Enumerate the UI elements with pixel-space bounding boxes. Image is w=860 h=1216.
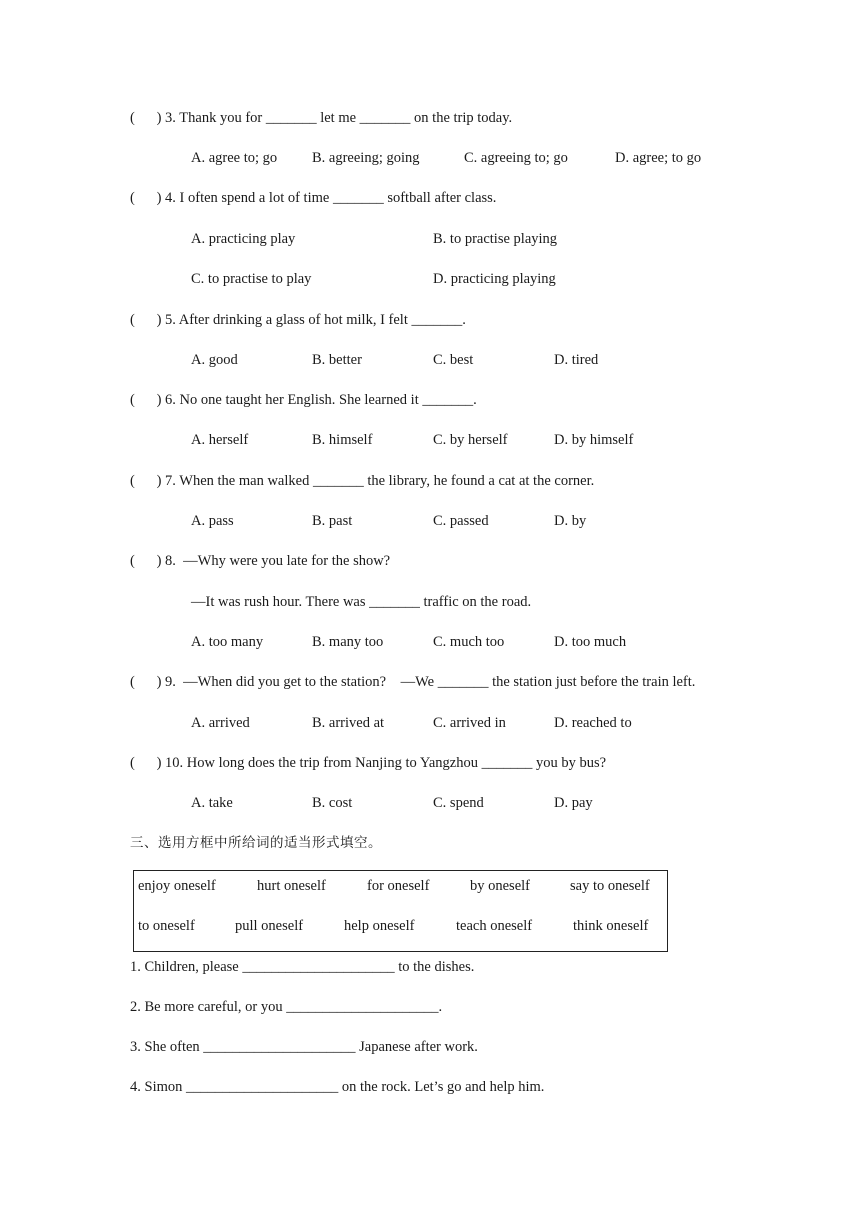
- question-7-stem: ( ) 7. When the man walked _______ the library, he found a cat at the corner.: [130, 473, 595, 489]
- question-10-option-c: C. spend: [433, 795, 484, 811]
- question-6-option-b: B. himself: [312, 432, 373, 448]
- word-box-item: help oneself: [344, 918, 415, 934]
- question-8-option-d: D. too much: [554, 634, 627, 650]
- question-6-option-a: A. herself: [191, 432, 249, 448]
- question-10-option-a: A. take: [191, 795, 233, 811]
- question-5-option-c: C. best: [433, 352, 474, 368]
- word-box-item: by oneself: [470, 878, 530, 894]
- fill-item-2: 2. Be more careful, or you _____________________.: [130, 999, 443, 1015]
- section-3-heading: 三、选用方框中所给词的适当形式填空。: [130, 835, 382, 851]
- question-4-stem: ( ) 4. I often spend a lot of time _______ softball after class.: [130, 190, 497, 206]
- question-6-option-d: D. by himself: [554, 432, 634, 448]
- question-9-stem: ( ) 9. —When did you get to the station? —We _______ the station just before the train left.: [130, 674, 696, 690]
- word-box-item: teach oneself: [456, 918, 533, 934]
- fill-item-1: 1. Children, please _____________________ to the dishes.: [130, 959, 475, 975]
- question-5-option-d: D. tired: [554, 352, 599, 368]
- question-9-option-b: B. arrived at: [312, 715, 385, 731]
- question-8-option-c: C. much too: [433, 634, 505, 650]
- question-4-option-c: C. to practise to play: [191, 271, 312, 287]
- question-3-option-b: B. agreeing; going: [312, 150, 420, 166]
- question-8-option-b: B. many too: [312, 634, 384, 650]
- question-4-option-b: B. to practise playing: [433, 231, 558, 247]
- question-3-stem: ( ) 3. Thank you for _______ let me _______ on the trip today.: [130, 110, 513, 126]
- question-9-option-c: C. arrived in: [433, 715, 506, 731]
- question-7-option-d: D. by: [554, 513, 587, 529]
- question-9-option-d: D. reached to: [554, 715, 632, 731]
- word-box-item: say to oneself: [570, 878, 650, 894]
- word-box-item: enjoy oneself: [138, 878, 216, 894]
- word-box: [133, 870, 668, 952]
- question-7-option-b: B. past: [312, 513, 353, 529]
- question-4-option-a: A. practicing play: [191, 231, 296, 247]
- question-3-option-c: C. agreeing to; go: [464, 150, 568, 166]
- question-8-reply: —It was rush hour. There was _______ traffic on the road.: [191, 594, 532, 610]
- question-7-option-a: A. pass: [191, 513, 234, 529]
- word-box-item: think oneself: [573, 918, 649, 934]
- question-8-option-a: A. too many: [191, 634, 264, 650]
- question-5-option-a: A. good: [191, 352, 238, 368]
- word-box-item: hurt oneself: [257, 878, 326, 894]
- word-box-item: for oneself: [367, 878, 430, 894]
- fill-item-4: 4. Simon _____________________ on the rock. Let’s go and help him.: [130, 1079, 545, 1095]
- question-10-option-d: D. pay: [554, 795, 593, 811]
- question-5-stem: ( ) 5. After drinking a glass of hot milk, I felt _______.: [130, 312, 466, 328]
- question-10-option-b: B. cost: [312, 795, 353, 811]
- question-8-stem: ( ) 8. —Why were you late for the show?: [130, 553, 391, 569]
- question-3-option-a: A. agree to; go: [191, 150, 278, 166]
- word-box-item: to oneself: [138, 918, 195, 934]
- question-5-option-b: B. better: [312, 352, 362, 368]
- fill-item-3: 3. She often _____________________ Japanese after work.: [130, 1039, 478, 1055]
- question-6-option-c: C. by herself: [433, 432, 508, 448]
- question-6-stem: ( ) 6. No one taught her English. She learned it _______.: [130, 392, 477, 408]
- question-7-option-c: C. passed: [433, 513, 489, 529]
- question-3-option-d: D. agree; to go: [615, 150, 702, 166]
- question-4-option-d: D. practicing playing: [433, 271, 556, 287]
- question-9-option-a: A. arrived: [191, 715, 250, 731]
- word-box-item: pull oneself: [235, 918, 304, 934]
- question-10-stem: ( ) 10. How long does the trip from Nanjing to Yangzhou _______ you by bus?: [130, 755, 607, 771]
